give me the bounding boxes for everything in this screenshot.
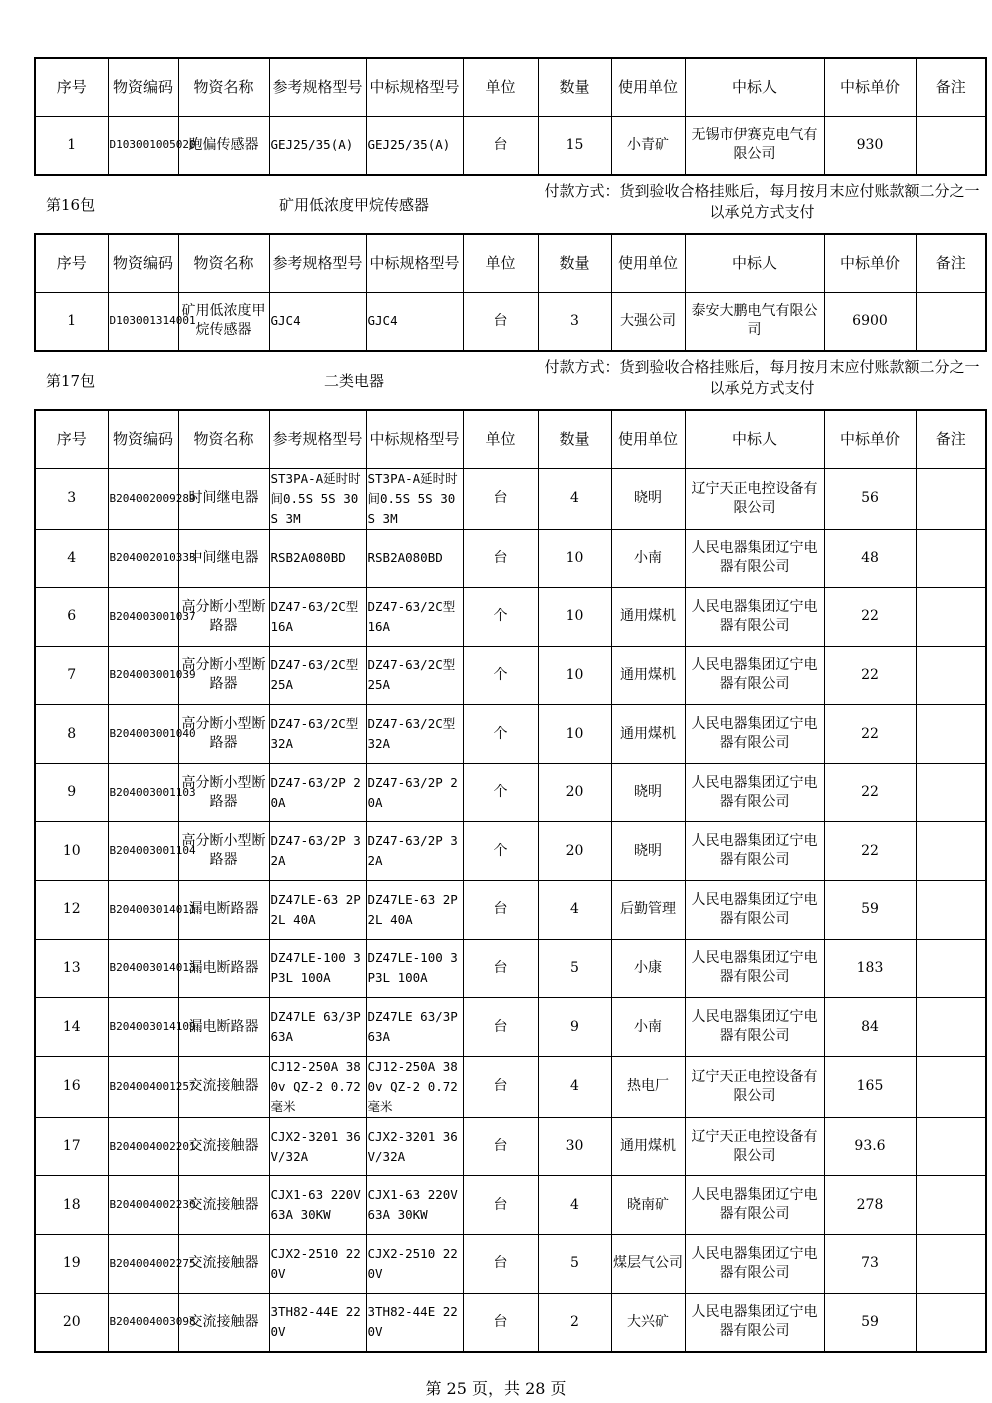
remarks	[916, 705, 986, 764]
header-user: 使用单位	[611, 410, 685, 468]
table-row	[35, 881, 986, 940]
material-code: B204004001257	[108, 1056, 178, 1117]
quantity: 20	[538, 763, 611, 822]
material-code: D103001314001	[108, 292, 178, 351]
reference-spec: CJX1-63 220V 63A 30KW	[269, 1176, 366, 1235]
remarks	[916, 939, 986, 998]
unit-price: 93.6	[824, 1117, 916, 1176]
material-name: 高分断小型断路器	[178, 763, 269, 822]
table-row	[35, 998, 986, 1057]
remarks	[916, 822, 986, 881]
material-name: 高分断小型断路器	[178, 705, 269, 764]
unit-price: 22	[824, 588, 916, 647]
remarks	[916, 1176, 986, 1235]
unit-price: 22	[824, 822, 916, 881]
using-unit: 大强公司	[611, 292, 685, 351]
quantity: 30	[538, 1117, 611, 1176]
quantity: 4	[538, 1056, 611, 1117]
bid-spec: CJX1-63 220V 63A 30KW	[366, 1176, 463, 1235]
row-number: 18	[35, 1176, 108, 1235]
table-row	[35, 646, 986, 705]
unit-price: 22	[824, 705, 916, 764]
quantity: 10	[538, 646, 611, 705]
material-name: 中间继电器	[178, 529, 269, 588]
table-package16	[34, 233, 987, 352]
header-price: 中标单价	[824, 58, 916, 116]
header-unit: 单位	[463, 234, 538, 292]
unit: 台	[463, 292, 538, 351]
quantity: 3	[538, 292, 611, 351]
winning-bidder: 人民电器集团辽宁电器有限公司	[685, 822, 824, 881]
winning-bidder: 辽宁天正电控设备有限公司	[685, 468, 824, 529]
reference-spec: ST3PA-A延时时间0.5S 5S 30S 3M	[269, 468, 366, 529]
reference-spec: DZ47LE-100 3P3L 100A	[269, 939, 366, 998]
material-name: 高分断小型断路器	[178, 646, 269, 705]
payment-terms: 付款方式：货到验收合格挂账后，每月按月末应付账款额二分之一以承兑方式支付	[544, 182, 980, 221]
reference-spec: GEJ25/35(A)	[269, 116, 366, 175]
material-name: 高分断小型断路器	[178, 588, 269, 647]
unit-price: 165	[824, 1056, 916, 1117]
unit-price: 73	[824, 1235, 916, 1294]
remarks	[916, 529, 986, 588]
row-number: 6	[35, 588, 108, 647]
reference-spec: GJC4	[269, 292, 366, 351]
package-name: 矿用低浓度甲烷传感器	[278, 196, 429, 214]
using-unit: 通用煤机	[611, 705, 685, 764]
package-17-header	[34, 357, 985, 399]
winning-bidder: 人民电器集团辽宁电器有限公司	[685, 1235, 824, 1294]
table-row	[35, 529, 986, 588]
row-number: 1	[35, 116, 108, 175]
bid-spec: DZ47-63/2C型 25A	[366, 646, 463, 705]
using-unit: 小青矿	[611, 116, 685, 175]
reference-spec: DZ47LE-63 2P2L 40A	[269, 881, 366, 940]
header-bid-spec: 中标规格型号	[366, 234, 463, 292]
header-name: 物资名称	[178, 234, 269, 292]
unit: 台	[463, 468, 538, 529]
unit-price: 22	[824, 763, 916, 822]
material-name: 交流接触器	[178, 1293, 269, 1352]
material-code: B204004002201	[108, 1117, 178, 1176]
table-row	[35, 588, 986, 647]
row-number: 3	[35, 468, 108, 529]
winning-bidder: 人民电器集团辽宁电器有限公司	[685, 1176, 824, 1235]
reference-spec: CJX2-2510 220V	[269, 1235, 366, 1294]
reference-spec: 3TH82-44E 220V	[269, 1293, 366, 1352]
using-unit: 小南	[611, 529, 685, 588]
material-code: B204002010333	[108, 529, 178, 588]
header-name: 物资名称	[178, 58, 269, 116]
winning-bidder: 辽宁天正电控设备有限公司	[685, 1117, 824, 1176]
header-code: 物资编码	[108, 410, 178, 468]
row-number: 9	[35, 763, 108, 822]
header-user: 使用单位	[611, 234, 685, 292]
material-code: B204003001103	[108, 763, 178, 822]
bid-spec: DZ47-63/2P 20A	[366, 763, 463, 822]
winning-bidder: 人民电器集团辽宁电器有限公司	[685, 646, 824, 705]
remarks	[916, 588, 986, 647]
material-code: D103001005020	[108, 116, 178, 175]
header-bid-spec: 中标规格型号	[366, 410, 463, 468]
quantity: 9	[538, 998, 611, 1057]
unit: 台	[463, 1117, 538, 1176]
remarks	[916, 1117, 986, 1176]
header-ref-spec: 参考规格型号	[269, 410, 366, 468]
quantity: 15	[538, 116, 611, 175]
table-row	[35, 705, 986, 764]
table-row	[35, 763, 986, 822]
package-name: 二类电器	[323, 372, 384, 390]
quantity: 10	[538, 588, 611, 647]
unit: 台	[463, 881, 538, 940]
winning-bidder: 无锡市伊赛克电气有限公司	[685, 116, 824, 175]
row-number: 10	[35, 822, 108, 881]
using-unit: 后勤管理	[611, 881, 685, 940]
header-qty: 数量	[538, 234, 611, 292]
winning-bidder: 人民电器集团辽宁电器有限公司	[685, 998, 824, 1057]
table-row	[35, 1117, 986, 1176]
winning-bidder: 人民电器集团辽宁电器有限公司	[685, 529, 824, 588]
bid-spec: DZ47LE-63 2P2L 40A	[366, 881, 463, 940]
remarks	[916, 646, 986, 705]
material-name: 矿用低浓度甲烷传感器	[178, 292, 269, 351]
bid-spec: GJC4	[366, 292, 463, 351]
row-number: 1	[35, 292, 108, 351]
bid-spec: CJX2-2510 220V	[366, 1235, 463, 1294]
header-user: 使用单位	[611, 58, 685, 116]
bid-spec: CJ12-250A 380v QZ-2 0.72毫米	[366, 1056, 463, 1117]
row-number: 12	[35, 881, 108, 940]
material-code: B204004002230	[108, 1176, 178, 1235]
header-winner: 中标人	[685, 234, 824, 292]
payment-terms: 付款方式：货到验收合格挂账后，每月按月末应付账款额二分之一以承兑方式支付	[544, 358, 980, 397]
using-unit: 通用煤机	[611, 588, 685, 647]
unit-price: 56	[824, 468, 916, 529]
remarks	[916, 998, 986, 1057]
remarks	[916, 468, 986, 529]
header-code: 物资编码	[108, 234, 178, 292]
header-note: 备注	[916, 410, 986, 468]
using-unit: 热电厂	[611, 1056, 685, 1117]
table-row	[35, 822, 986, 881]
header-note: 备注	[916, 234, 986, 292]
quantity: 10	[538, 705, 611, 764]
using-unit: 晓明	[611, 822, 685, 881]
quantity: 4	[538, 881, 611, 940]
unit: 台	[463, 529, 538, 588]
unit-price: 84	[824, 998, 916, 1057]
material-name: 交流接触器	[178, 1235, 269, 1294]
row-number: 17	[35, 1117, 108, 1176]
remarks	[916, 1293, 986, 1352]
unit-price: 183	[824, 939, 916, 998]
table-row	[35, 939, 986, 998]
bid-spec: DZ47LE-100 3P3L 100A	[366, 939, 463, 998]
unit: 台	[463, 1235, 538, 1294]
material-code: B204004003098	[108, 1293, 178, 1352]
material-name: 交流接触器	[178, 1056, 269, 1117]
bid-spec: DZ47-63/2C型 16A	[366, 588, 463, 647]
material-code: B204003014109	[108, 998, 178, 1057]
bid-spec: DZ47-63/2P 32A	[366, 822, 463, 881]
row-number: 13	[35, 939, 108, 998]
material-name: 高分断小型断路器	[178, 822, 269, 881]
header-ref-spec: 参考规格型号	[269, 58, 366, 116]
header-winner: 中标人	[685, 58, 824, 116]
package-number: 第17包	[46, 372, 96, 390]
row-number: 7	[35, 646, 108, 705]
package-16-header	[34, 181, 985, 223]
table-row	[35, 1056, 986, 1117]
material-name: 交流接触器	[178, 1176, 269, 1235]
header-ref-spec: 参考规格型号	[269, 234, 366, 292]
table-row	[35, 468, 986, 529]
table-header	[35, 410, 986, 468]
material-name: 漏电断路器	[178, 998, 269, 1057]
bid-spec: DZ47LE 63/3P 63A	[366, 998, 463, 1057]
unit: 台	[463, 998, 538, 1057]
unit-price: 930	[824, 116, 916, 175]
winning-bidder: 人民电器集团辽宁电器有限公司	[685, 881, 824, 940]
quantity: 10	[538, 529, 611, 588]
winning-bidder: 辽宁天正电控设备有限公司	[685, 1056, 824, 1117]
remarks	[916, 292, 986, 351]
using-unit: 晓明	[611, 468, 685, 529]
unit-price: 278	[824, 1176, 916, 1235]
table-row	[35, 116, 986, 175]
quantity: 2	[538, 1293, 611, 1352]
unit: 个	[463, 588, 538, 647]
unit: 个	[463, 763, 538, 822]
unit: 台	[463, 1056, 538, 1117]
material-name: 时间继电器	[178, 468, 269, 529]
bid-spec: RSB2A080BD	[366, 529, 463, 588]
page-footer: 第 25 页，共 28 页	[425, 1379, 567, 1398]
table-row	[35, 1235, 986, 1294]
remarks	[916, 1235, 986, 1294]
bid-spec: ST3PA-A延时时间0.5S 5S 30S 3M	[366, 468, 463, 529]
header-unit: 单位	[463, 58, 538, 116]
winning-bidder: 人民电器集团辽宁电器有限公司	[685, 763, 824, 822]
header-code: 物资编码	[108, 58, 178, 116]
quantity: 4	[538, 1176, 611, 1235]
material-code: B204003001040	[108, 705, 178, 764]
using-unit: 煤层气公司	[611, 1235, 685, 1294]
unit-price: 59	[824, 1293, 916, 1352]
unit: 个	[463, 646, 538, 705]
table-row	[35, 1293, 986, 1352]
material-code: B204004002275	[108, 1235, 178, 1294]
using-unit: 小南	[611, 998, 685, 1057]
winning-bidder: 人民电器集团辽宁电器有限公司	[685, 588, 824, 647]
reference-spec: DZ47-63/2P 20A	[269, 763, 366, 822]
unit-price: 48	[824, 529, 916, 588]
unit-price: 22	[824, 646, 916, 705]
header-unit: 单位	[463, 410, 538, 468]
material-name: 漏电断路器	[178, 881, 269, 940]
bid-spec: GEJ25/35(A)	[366, 116, 463, 175]
table-header	[35, 58, 986, 116]
header-price: 中标单价	[824, 234, 916, 292]
row-number: 20	[35, 1293, 108, 1352]
quantity: 20	[538, 822, 611, 881]
winning-bidder: 人民电器集团辽宁电器有限公司	[685, 939, 824, 998]
header-note: 备注	[916, 58, 986, 116]
row-number: 14	[35, 998, 108, 1057]
using-unit: 大兴矿	[611, 1293, 685, 1352]
reference-spec: DZ47-63/2P 32A	[269, 822, 366, 881]
using-unit: 小康	[611, 939, 685, 998]
material-name: 交流接触器	[178, 1117, 269, 1176]
using-unit: 晓明	[611, 763, 685, 822]
reference-spec: DZ47-63/2C型 25A	[269, 646, 366, 705]
header-qty: 数量	[538, 58, 611, 116]
unit: 台	[463, 1293, 538, 1352]
remarks	[916, 763, 986, 822]
unit: 个	[463, 822, 538, 881]
header-winner: 中标人	[685, 410, 824, 468]
header-price: 中标单价	[824, 410, 916, 468]
header-no: 序号	[35, 234, 108, 292]
unit: 台	[463, 939, 538, 998]
using-unit: 通用煤机	[611, 646, 685, 705]
table-package15	[34, 57, 987, 176]
material-code: B204003014013	[108, 939, 178, 998]
using-unit: 通用煤机	[611, 1117, 685, 1176]
reference-spec: CJX2-3201 36V/32A	[269, 1117, 366, 1176]
header-no: 序号	[35, 58, 108, 116]
material-code: B204003014011	[108, 881, 178, 940]
row-number: 4	[35, 529, 108, 588]
material-code: B204003001037	[108, 588, 178, 647]
row-number: 19	[35, 1235, 108, 1294]
header-no: 序号	[35, 410, 108, 468]
winning-bidder: 泰安大鹏电气有限公司	[685, 292, 824, 351]
quantity: 5	[538, 939, 611, 998]
material-name: 跑偏传感器	[178, 116, 269, 175]
winning-bidder: 人民电器集团辽宁电器有限公司	[685, 705, 824, 764]
using-unit: 晓南矿	[611, 1176, 685, 1235]
remarks	[916, 881, 986, 940]
unit-price: 59	[824, 881, 916, 940]
table-row	[35, 292, 986, 351]
unit: 台	[463, 1176, 538, 1235]
table-row	[35, 1176, 986, 1235]
remarks	[916, 116, 986, 175]
reference-spec: DZ47-63/2C型 32A	[269, 705, 366, 764]
material-name: 漏电断路器	[178, 939, 269, 998]
material-code: B204002009289	[108, 468, 178, 529]
header-qty: 数量	[538, 410, 611, 468]
unit: 台	[463, 116, 538, 175]
header-bid-spec: 中标规格型号	[366, 58, 463, 116]
table-header	[35, 234, 986, 292]
row-number: 8	[35, 705, 108, 764]
material-code: B204003001104	[108, 822, 178, 881]
reference-spec: DZ47-63/2C型 16A	[269, 588, 366, 647]
reference-spec: CJ12-250A 380v QZ-2 0.72毫米	[269, 1056, 366, 1117]
unit-price: 6900	[824, 292, 916, 351]
quantity: 5	[538, 1235, 611, 1294]
bid-spec: CJX2-3201 36V/32A	[366, 1117, 463, 1176]
header-name: 物资名称	[178, 410, 269, 468]
material-code: B204003001039	[108, 646, 178, 705]
unit: 个	[463, 705, 538, 764]
winning-bidder: 人民电器集团辽宁电器有限公司	[685, 1293, 824, 1352]
bid-spec: 3TH82-44E 220V	[366, 1293, 463, 1352]
reference-spec: DZ47LE 63/3P 63A	[269, 998, 366, 1057]
table-package17	[34, 409, 987, 1353]
reference-spec: RSB2A080BD	[269, 529, 366, 588]
row-number: 16	[35, 1056, 108, 1117]
remarks	[916, 1056, 986, 1117]
package-number: 第16包	[46, 196, 96, 214]
bid-spec: DZ47-63/2C型 32A	[366, 705, 463, 764]
quantity: 4	[538, 468, 611, 529]
